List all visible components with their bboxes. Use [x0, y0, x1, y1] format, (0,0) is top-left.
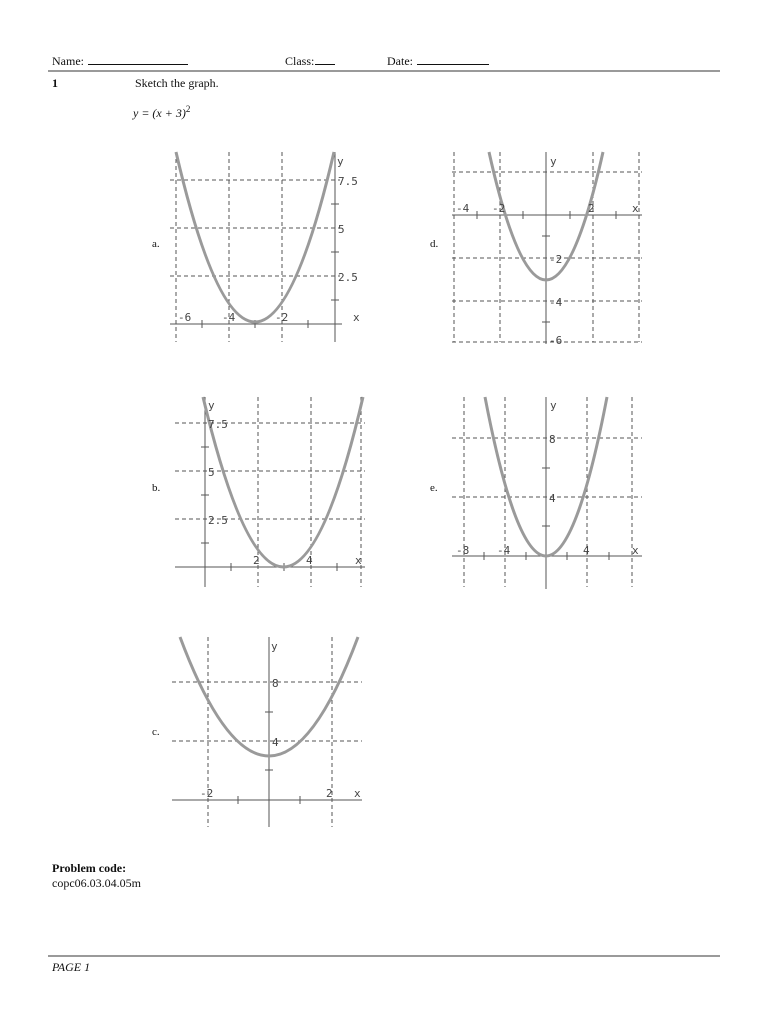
- graph-b-axis-x-label: x: [355, 554, 362, 567]
- graph-d-ytick-2: -4: [549, 296, 563, 309]
- graph-c-xtick-2: 2: [326, 787, 333, 800]
- choice-a-label[interactable]: a.: [152, 238, 160, 250]
- date-field: [387, 53, 489, 69]
- problem-code: copc06.03.04.05m: [52, 876, 141, 890]
- class-label: Class:: [285, 54, 315, 68]
- graph-c-xtick-1: -2: [200, 787, 214, 800]
- graph-d-ytick-1: -2: [549, 253, 563, 266]
- graph-a-axis-x-label: x: [353, 311, 360, 324]
- graph-e-ytick-2: 8: [549, 433, 556, 446]
- graph-b-xtick-1: 2: [253, 554, 260, 567]
- graph-b: [175, 395, 370, 590]
- name-blank[interactable]: [88, 53, 188, 65]
- graph-d-xtick-1: -4: [456, 202, 470, 215]
- choice-c-label[interactable]: c.: [152, 726, 160, 738]
- equation-base: y = (x + 3): [133, 106, 186, 120]
- graph-a-ytick-1: 2.5: [338, 271, 358, 284]
- choice-b-label[interactable]: b.: [152, 482, 161, 494]
- graph-a-axis-y-label: y: [337, 155, 344, 168]
- graph-b-xtick-2: 4: [306, 554, 313, 567]
- graph-c-axis-x-label: x: [354, 787, 361, 800]
- graph-e-ytick-1: 4: [549, 492, 556, 505]
- graph-b-ytick-2: 5: [208, 466, 215, 479]
- graph-a-ytick-2: 5: [338, 223, 345, 236]
- graph-e-axis-x-label: x: [632, 544, 639, 557]
- graph-d-xtick-3: 2: [588, 202, 595, 215]
- graph-d-ytick-3: -6: [549, 334, 563, 347]
- graph-a-xtick-2: -4: [222, 311, 236, 324]
- graph-b-ytick-1: 2.5: [208, 514, 228, 527]
- class-blank[interactable]: [315, 53, 335, 65]
- choice-d-label[interactable]: d.: [430, 238, 439, 250]
- graph-e-xtick-3: 4: [583, 544, 590, 557]
- question-equation: [133, 104, 190, 121]
- footer-rule: [48, 955, 720, 957]
- graph-b-axis-y-label: y: [208, 399, 215, 412]
- graph-d-axis-x-label: x: [632, 202, 639, 215]
- graph-d-xtick-2: -2: [492, 202, 506, 215]
- class-field: [285, 53, 335, 69]
- equation-exponent: 2: [185, 104, 191, 114]
- name-field: [52, 53, 188, 69]
- graph-b-ytick-3: 7.5: [208, 418, 228, 431]
- graph-a: [170, 150, 360, 345]
- graph-a-xtick-1: -6: [178, 311, 192, 324]
- graph-e-xtick-1: -8: [456, 544, 470, 557]
- graph-a-xtick-3: -2: [275, 311, 289, 324]
- graph-d-axis-y-label: y: [550, 155, 557, 168]
- graph-c: [172, 635, 367, 830]
- graph-c-ytick-1: 4: [272, 736, 279, 749]
- name-label: Name:: [52, 54, 84, 68]
- problem-code-label: Problem code:: [52, 861, 127, 875]
- choice-e-label[interactable]: e.: [430, 482, 438, 494]
- question-prompt: Sketch the graph.: [135, 76, 219, 90]
- graph-e: [452, 395, 647, 590]
- question-number: 1: [52, 76, 58, 90]
- graph-e-xtick-2: -4: [497, 544, 511, 557]
- graph-c-ytick-2: 8: [272, 677, 279, 690]
- date-blank[interactable]: [417, 53, 489, 65]
- graph-e-axis-y-label: y: [550, 399, 557, 412]
- graph-d: [452, 150, 647, 345]
- header-rule: [48, 70, 720, 72]
- graph-a-ytick-3: 7.5: [338, 175, 358, 188]
- date-label: Date:: [387, 54, 413, 68]
- graph-c-axis-y-label: y: [271, 640, 278, 653]
- page-label: PAGE 1: [52, 960, 91, 974]
